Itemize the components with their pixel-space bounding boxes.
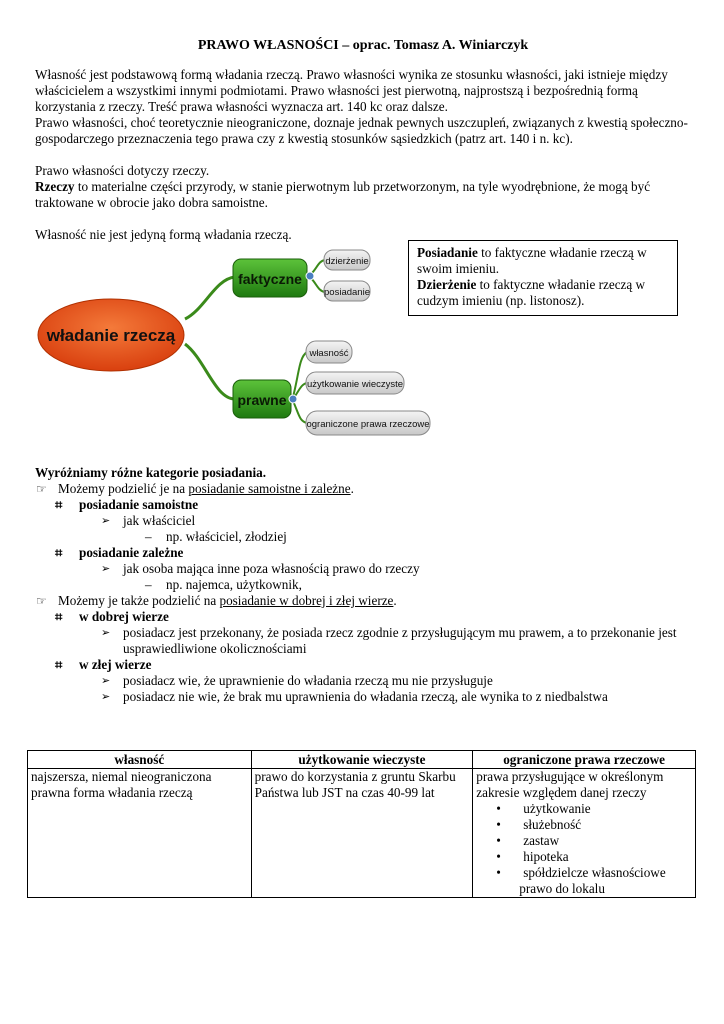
mindmap-section <box>35 243 691 457</box>
hash-bullet-icon: ⌗ <box>55 657 63 672</box>
list-item <box>476 849 692 865</box>
table-header-row <box>28 751 696 769</box>
posiadanie-text: to faktyczne władanie rzeczą w swoim imieniu. <box>417 245 647 276</box>
table-header-uzytkowanie: użytkowanie wieczyste <box>251 751 473 769</box>
bullet-icon: • <box>496 801 501 816</box>
hash-bullet-icon: ⌗ <box>55 545 63 560</box>
posiadanie-definition <box>417 245 669 277</box>
dash-bullet-icon: – <box>145 529 152 544</box>
bullet-icon: • <box>496 849 501 864</box>
hash-bullet-icon: ⌗ <box>55 609 63 624</box>
intro-paragraph-2: Prawo własności, choć teoretycznie nieograniczone, doznaje jednak pewnych uszczupleń, związanych z kwestią społeczno-gospodarczego przeznaczenia tego prawa czy z kwestią stosunków sąsiedzkich (patrz art. 140 i n. kc). <box>35 115 688 146</box>
mindmap-branch-prawne-label: prawne <box>237 392 287 408</box>
mindmap-root-label: władanie rzeczą <box>46 326 176 345</box>
division-a <box>35 481 691 497</box>
list-item <box>476 833 692 849</box>
arrow-bullet-icon: ➢ <box>101 515 111 527</box>
intro-paragraph-5: Własność nie jest jedyną formą władania rzeczą. <box>35 227 292 242</box>
table-row <box>28 769 696 898</box>
division-b-end: . <box>393 593 397 608</box>
pointing-hand-icon: ☞ <box>36 482 47 496</box>
category-dobra-label: w dobrej wierze <box>79 609 169 624</box>
dobra-item <box>35 625 691 657</box>
zla-item-2 <box>35 689 691 705</box>
dash-bullet-icon: – <box>145 577 152 592</box>
categories-list <box>35 465 691 705</box>
mindmap-leaf-uzytkowanie-label: użytkowanie wieczyste <box>306 379 404 390</box>
connector-root-prawne <box>185 344 235 399</box>
arrow-bullet-icon: ➢ <box>101 675 111 687</box>
table-cell-wlasnosc: najszersza, niemal nieograniczona prawna forma władania rzeczą <box>28 769 252 898</box>
category-zla-wiara <box>35 657 691 673</box>
document-page <box>35 38 691 705</box>
categories-heading: Wyróżniamy różne kategorie posiadania. <box>35 465 267 480</box>
comparison-table <box>27 750 696 898</box>
table-cell-uzytkowanie: prawo do korzystania z gruntu Skarbu Państwa lub JST na czas 40-99 lat <box>251 769 473 898</box>
list-item-text: służebność <box>523 817 582 832</box>
zla-item-1-text: posiadacz wie, że uprawnienie do władania rzeczą mu nie przysługuje <box>123 673 493 688</box>
list-item-text: zastaw <box>523 833 560 848</box>
division-b <box>35 593 691 609</box>
definitions-box <box>408 240 678 316</box>
arrow-bullet-icon: ➢ <box>101 691 111 703</box>
connector-root-faktyczne <box>185 277 235 319</box>
zalezne-example-text: np. najemca, użytkownik, <box>166 577 302 592</box>
mindmap-leaf-dzierzenie-label: dzierżenie <box>325 256 369 267</box>
category-samoistne-label: posiadanie samoistne <box>79 497 199 512</box>
bullet-icon: • <box>496 817 501 832</box>
category-zalezne-label: posiadanie zależne <box>79 545 184 560</box>
list-item <box>476 801 692 817</box>
page-title: PRAWO WŁASNOŚCI – oprac. Tomasz A. Winiarczyk <box>197 38 529 53</box>
arrow-bullet-icon: ➢ <box>101 563 111 575</box>
rzeczy-term: Rzeczy <box>35 179 75 194</box>
samoistne-item-text: jak właściciel <box>123 513 196 528</box>
intro-paragraph-1: Własność jest podstawową formą władania rzeczą. Prawo własności wynika ze stosunku własności, jaki istnieje między właścicielem a wszystkimi innymi podmiotami. Prawo własności jest pierwotną, najprostszą i bezpośrednią formą korzystania z rzeczy. Treść prawa własności wyznacza art. 140 kc oraz dalsze. <box>35 67 668 114</box>
division-a-underlined: posiadanie samoistne i zależne <box>188 481 351 496</box>
pointing-hand-icon: ☞ <box>36 594 47 608</box>
category-samoistne <box>35 497 691 513</box>
ograniczone-intro: prawa przysługujące w określonym zakresie względem danej rzeczy <box>476 769 664 800</box>
division-b-text: Możemy je także podzielić na <box>58 593 220 608</box>
mindmap-leaf-wlasnosc-label: własność <box>309 348 349 359</box>
table-cell-ograniczone <box>473 769 696 898</box>
division-b-underlined: posiadanie w dobrej i złej wierze <box>219 593 394 608</box>
list-item-text: użytkowanie <box>523 801 591 816</box>
rzeczy-text: to materialne części przyrody, w stanie pierwotnym lub przetworzonym, na tyle wyodrębnione, że mogą być traktowane w obrocie jako dobra samoistne. <box>35 179 651 210</box>
division-a-text: Możemy podzielić je na <box>58 481 189 496</box>
dzierzenie-term: Dzierżenie <box>417 277 477 292</box>
dobra-item-text: posiadacz jest przekonany, że posiada rzecz zgodnie z przysługującym mu prawem, a to przekonanie jest usprawiedliwione okolicznościami <box>123 625 677 656</box>
mindmap-leaf-posiadanie-label: posiadanie <box>324 287 370 298</box>
mindmap-branch-faktyczne-label: faktyczne <box>238 271 302 287</box>
connector-prawne-ograniczone <box>293 401 307 423</box>
list-item <box>476 817 692 833</box>
samoistne-example-text: np. właściciel, złodziej <box>166 529 287 544</box>
bullet-icon: • <box>496 865 501 880</box>
arrow-bullet-icon: ➢ <box>101 627 111 639</box>
samoistne-example <box>35 529 691 545</box>
ograniczone-list <box>476 801 692 881</box>
category-zla-label: w złej wierze <box>79 657 152 672</box>
division-a-end: . <box>350 481 354 496</box>
samoistne-item <box>35 513 691 529</box>
mindmap-dot-faktyczne <box>306 272 314 280</box>
category-zalezne <box>35 545 691 561</box>
zla-item-2-text: posiadacz nie wie, że brak mu uprawnienia do władania rzeczą, ale wynika to z niedbalstwa <box>123 689 608 704</box>
zalezne-item <box>35 561 691 577</box>
ograniczone-continuation: prawo do lokalu <box>519 881 605 896</box>
zalezne-item-text: jak osoba mająca inne poza własnością prawo do rzeczy <box>123 561 420 576</box>
list-item <box>476 865 692 881</box>
table-header-wlasnosc: własność <box>28 751 252 769</box>
dzierzenie-definition <box>417 277 669 309</box>
zla-item-1 <box>35 673 691 689</box>
dzierzenie-text: to faktyczne władanie rzeczą w cudzym imieniu (np. listonosz). <box>417 277 646 308</box>
list-item-text: hipoteka <box>523 849 569 864</box>
bullet-icon: • <box>496 833 501 848</box>
mindmap-leaf-ograniczone-label: ograniczone prawa rzeczowe <box>306 419 430 430</box>
table-header-ograniczone: ograniczone prawa rzeczowe <box>473 751 696 769</box>
list-item-text: spółdzielcze własnościowe <box>523 865 666 880</box>
posiadanie-term: Posiadanie <box>417 245 478 260</box>
intro-paragraph-3: Prawo własności dotyczy rzeczy. <box>35 163 210 178</box>
rzeczy-definition <box>35 179 691 211</box>
mindmap-diagram <box>35 249 435 459</box>
zalezne-example <box>35 577 691 593</box>
hash-bullet-icon: ⌗ <box>55 497 63 512</box>
category-dobra-wiara <box>35 609 691 625</box>
mindmap-dot-prawne <box>289 395 297 403</box>
